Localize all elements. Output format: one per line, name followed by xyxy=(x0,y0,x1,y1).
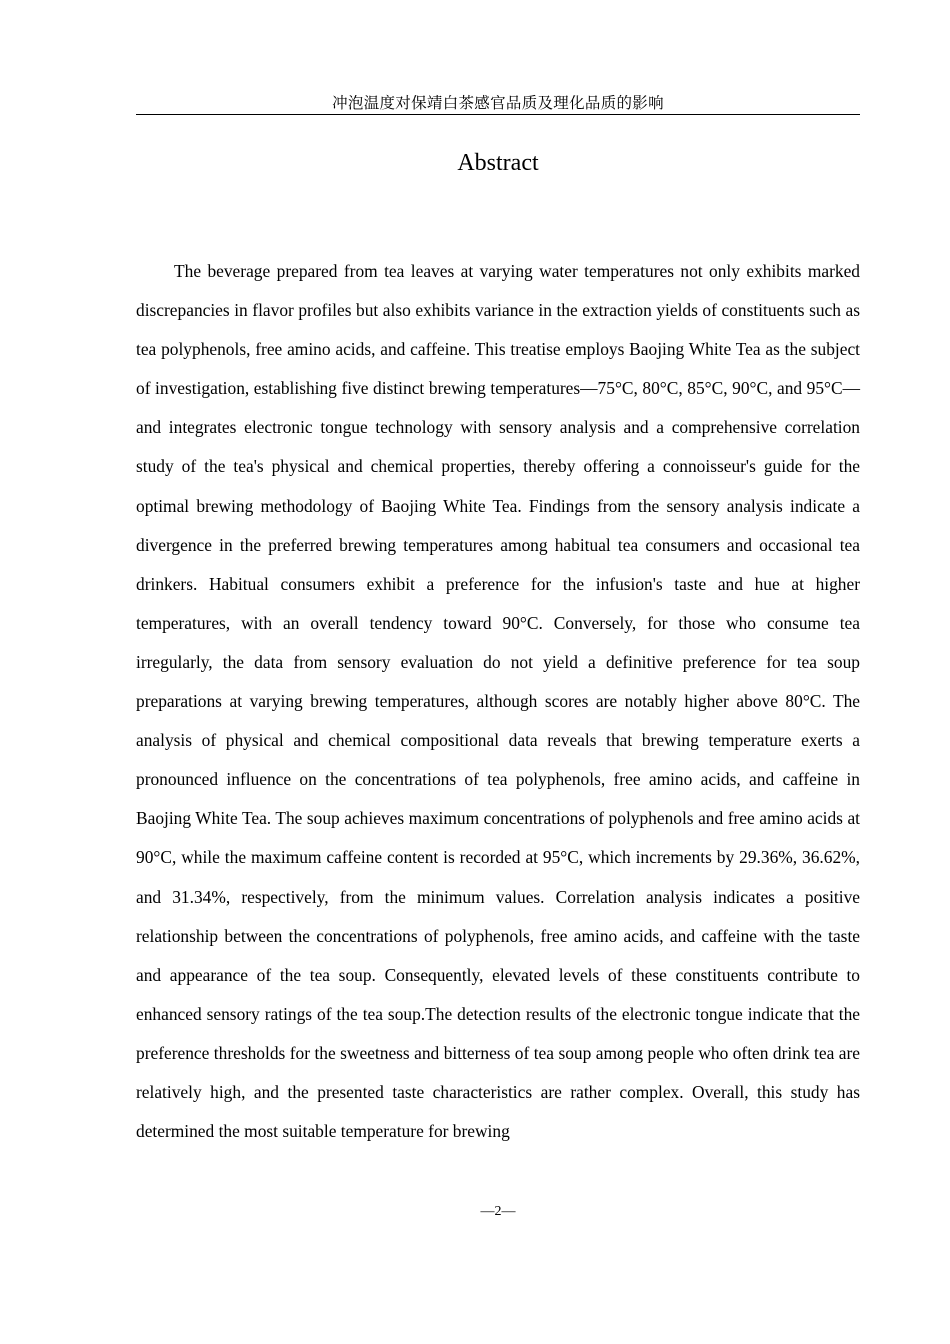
running-header: 冲泡温度对保靖白茶感官品质及理化品质的影响 xyxy=(136,92,860,115)
page-number: —2— xyxy=(480,1204,516,1219)
abstract-body: The beverage prepared from tea leaves at varying water temperatures not only exhibits marked discrepancies in flavor profiles but also exhibits variance in the extraction yields of constituents such as tea polyphenols, free amino acids, and caffeine. This treatise employs Baojing White Tea as the subject of investigation, establishing five distinct brewing temperatures—75°C, 80°C, 85°C, 90°C, and 95°C—and integrates electronic tongue technology with sensory analysis and a comprehensive correlation study of the tea's physical and chemical properties, thereby offering a connoisseur's guide for the optimal brewing methodology of Baojing White Tea. Findings from the sensory analysis indicate a divergence in the preferred brewing temperatures among habitual tea consumers and occasional tea drinkers. Habitual consumers exhibit a preference for the infusion's taste and hue at higher temperatures, with an overall tendency toward 90°C. Conversely, for those who consume tea irregularly, the data from sensory evaluation do not yield a definitive preference for tea soup preparations at varying brewing temperatures, although scores are notably higher above 80°C. The analysis of physical and chemical compositional data reveals that brewing temperature exerts a pronounced influence on the concentrations of tea polyphenols, free amino acids, and caffeine in Baojing White Tea. The soup achieves maximum concentrations of polyphenols and free amino acids at 90°C, while the maximum caffeine content is recorded at 95°C, which increments by 29.36%, 36.62%, and 31.34%, respectively, from the minimum values. Correlation analysis indicates a positive relationship between the concentrations of polyphenols, free amino acids, and caffeine with the taste and appearance of the tea soup. Consequently, elevated levels of these constituents contribute to enhanced sensory ratings of the tea soup.The detection results of the electronic tongue indicate that the preference thresholds for the sweetness and bitterness of tea soup among people who often drink tea are relatively high, and the presented taste characteristics are rather complex. Overall, this study has determined the most suitable temperature for brewing xyxy=(136,261,860,1142)
abstract-title: Abstract xyxy=(457,150,539,176)
